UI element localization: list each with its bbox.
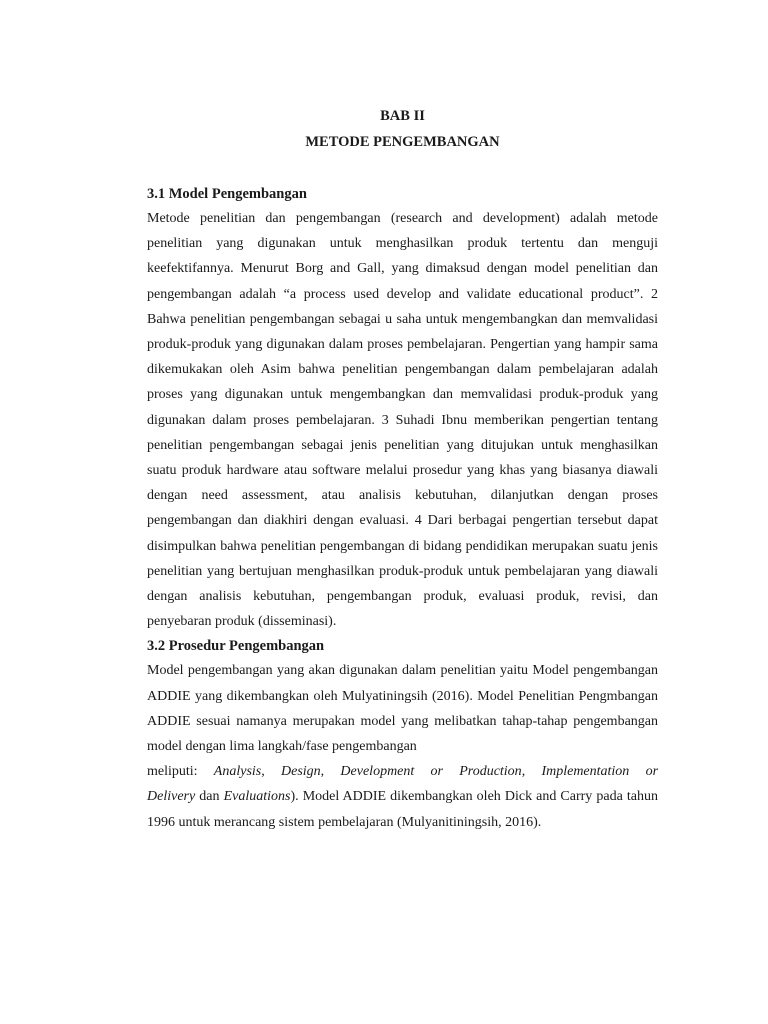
phase-implementation: Implementation <box>541 764 630 780</box>
phase-development: Development or Production <box>340 764 522 780</box>
phase-analysis: Analysis <box>213 764 262 780</box>
separator: , <box>261 764 281 780</box>
separator <box>629 764 645 779</box>
chapter-title: METODE PENGEMBANGAN <box>305 134 500 150</box>
and-word: dan <box>195 789 224 805</box>
section-heading-3-2: 3.2 Prosedur Pengembangan <box>147 638 325 655</box>
phase-delivery: Delivery <box>147 789 196 805</box>
phase-design: Design <box>281 764 321 780</box>
section-3-1-paragraph: Metode penelitian dan pengembangan (research and development) adalah metode penelitian yang digunakan untuk menghasilkan produk tertentu dan menguji keefektifannya. Menurut Borg and Gall, yang dimaksud dengan model penelitian dan pengembangan adalah “a process used develop and validate educational product”. 2 Bahwa penelitian pengembangan sebagai u saha untuk mengembangkan dan memvalidasi produk-produk yang digunakan dalam proses pembelajaran. Pengertian yang hampir sama dikemukakan oleh Asim bahwa penelitian pengembangan dalam pembelajaran adalah proses yang digunakan untuk mengembangkan dan memvalidasi produk-produk yang digunakan dalam proses pembelajaran. 3 Suhadi Ibnu memberikan pengertian tentang penelitian pengembangan sebagai jenis penelitian yang ditujukan untuk menghasilkan suatu produk hardware atau software melalui prosedur yang khas yang biasanya diawali dengan need assessment, atau analisis kebutuhan, dilanjutkan dengan proses pengembangan dan diakhiri dengan evaluasi. 4 Dari berbagai pengertian tersebut dapat disimpulkan bahwa penelitian pengembangan di bidang pendidikan merupakan suatu jenis penelitian yang bertujuan menghasilkan produk-produk untuk pembelajaran yang diawali dengan analisis kebutuhan, pengembangan produk, evaluasi produk, revisi, dan penyebaran produk (disseminasi). <box>147 211 658 630</box>
chapter-number: BAB II <box>380 108 425 124</box>
phase-or: or <box>645 764 659 780</box>
separator: , <box>521 764 542 780</box>
section-3-2-paragraph <box>147 658 658 759</box>
meliputi-label: meliputi: <box>147 764 214 780</box>
document-content <box>147 100 658 835</box>
addie-closing-paragraph <box>147 784 658 834</box>
separator: , <box>320 764 341 780</box>
section-heading-3-1: 3.1 Model Pengembangan <box>147 186 307 202</box>
closing-text: ). Model ADDIE dikembangkan oleh Dick and Carry pada tahun 1996 untuk merancang sistem pembelajaran (Mulyanitiningsih, 2016). <box>147 789 658 830</box>
phase-evaluations: Evaluations <box>223 789 291 805</box>
section-3-2-intro: Model pengembangan yang akan digunakan dalam penelitian yaitu Model pengembangan ADDIE yang dikembangkan oleh Mulyatiningsih (2016). Model Penelitian Pengmbangan ADDIE sesuai namanya merupakan model yang melibatkan tahap-tahap pengembangan model dengan lima langkah/fase pengembangan <box>147 663 658 755</box>
addie-phases-line <box>147 759 658 784</box>
